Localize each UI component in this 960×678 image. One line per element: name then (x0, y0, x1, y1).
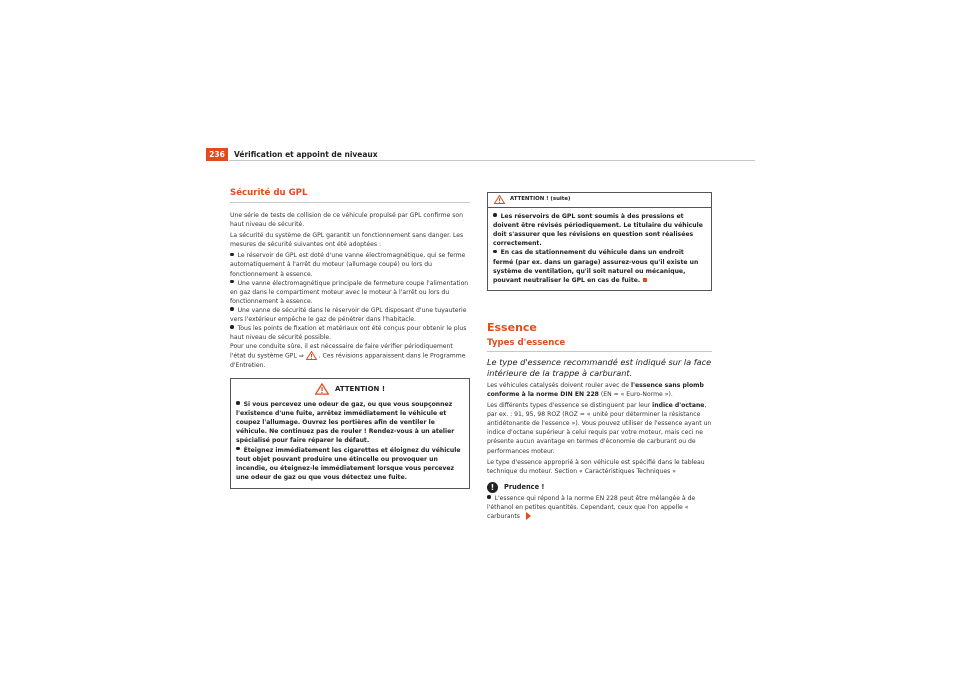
paragraph: La sécurité du système de GPL garantit un fonctionnement sans danger. Les mesures de sécurité suivantes ont été adoptées : (230, 232, 464, 249)
bullet-icon (230, 307, 234, 311)
warning-header (488, 193, 711, 208)
bullet-icon (493, 213, 497, 217)
list-item: Le réservoir de GPL est doté d'une vanne électromagnétique, qui se ferme automatiquement à l'arrêt du moteur (allumage coupé) ou lors du fonctionnement à essence. (230, 252, 466, 278)
intro-text: Le type d'essence recommandé est indiqué sur la face intérieure de la trappe à carburant. (487, 356, 712, 378)
right-column (487, 192, 712, 521)
bullet-icon (230, 325, 234, 329)
warning-reference-icon (306, 351, 317, 360)
page-number: 236 (209, 150, 225, 159)
caution-title: Prudence ! (504, 482, 545, 491)
bullet-icon (493, 250, 497, 254)
bullet-icon (236, 447, 240, 451)
bullet-icon (236, 401, 240, 405)
warning-title: ATTENTION ! (suite) (510, 196, 571, 202)
paragraph: Les différents types d'essence se distinguent par leur indice d'octane, par ex. : 91, 95, 98 ROZ (ROZ = « unité pour déterminer la résistance antidétonante de l'essence »). Vous pouvez utiliser de l'essence ayant un indice d'octane supérieur à celui requis par votre moteur, mais ceci ne présente aucun avantage en termes d'économie de carburant ou de performances moteur. (487, 402, 712, 455)
bullet-icon (230, 280, 234, 284)
warning-triangle-icon (315, 383, 329, 395)
list-item: Tous les points de fixation et matériaux ont été conçus pour obtenir le plus haut niveau de sécurité possible. (230, 325, 467, 342)
paragraph: Les véhicules catalysés doivent rouler avec de l'essence sans plomb conforme à la norme DIN EN 228 (EN = « Euro-Norme »). (487, 381, 704, 398)
warning-title: ATTENTION ! (334, 384, 386, 393)
section-title-gpl-safety: Sécurité du GPL (230, 188, 470, 203)
warning-body (493, 212, 706, 285)
bullet-list (230, 251, 470, 342)
exclamation-icon: ! (487, 482, 498, 493)
warning-body (236, 400, 464, 482)
left-column (230, 188, 470, 489)
warning-box (230, 378, 470, 489)
chapter-header: Vérification et appoint de niveaux (234, 150, 378, 159)
list-item: Éteignez immédiatement les cigarettes et éloignez du véhicule tout objet pouvant produire une étincelle ou provoquer un incendie, ou éteignez-le immédiatement lorsque vous percevez une odeur de gaz ou que vous détectez une fuite. (236, 446, 461, 481)
chapter-title-essence: Essence (487, 320, 537, 334)
section-title-fuel-types: Types d'essence (487, 338, 712, 352)
warning-triangle-icon (494, 195, 505, 204)
list-item: En cas de stationnement du véhicule dans un endroit fermé (par ex. dans un garage) assurez-vous qu'il existe un système de ventilation, qu'il soit naturel ou mécanique, pouvant neutraliser le GPL en cas de fuite. (493, 249, 699, 284)
list-item: Une vanne électromagnétique principale de fermeture coupe l'alimentation en gaz dans le compartiment moteur avec le moteur à l'arrêt ou lors du fonctionnement à essence. (230, 279, 469, 305)
warning-header (236, 383, 464, 395)
list-item: Si vous percevez une odeur de gaz, ou que vous soupçonnez l'existence d'une fuite, arrêtez immédiatement le véhicule et coupez l'allumage. Ouvrez les portières afin de ventiler le véhicule. Ne continuez pas de rouler ! Rendez-vous à un atelier spécialisé pour faire réparer le défaut. (236, 401, 455, 445)
warning-box-continued (487, 192, 712, 291)
bullet-icon (230, 253, 234, 257)
paragraph: Le type d'essence approprié à son véhicule est spécifié dans le tableau technique du moteur. Section « Caractéristiques Techniques » (487, 458, 705, 475)
header-divider (229, 160, 755, 161)
caution-header (487, 482, 712, 493)
continue-arrow-icon (526, 512, 531, 520)
list-item: L'essence qui répond à la norme EN 228 peut être mélangée à de l'éthanol en petites quantités. Cependant, ceux que l'on appelle « carburants (487, 494, 696, 520)
paragraph: Une série de tests de collision de ce véhicule propulsé par GPL confirme son haut niveau de sécurité. (230, 212, 463, 229)
list-item: Les réservoirs de GPL sont soumis à des pressions et doivent être révisés périodiquement. Le titulaire du véhicule doit s'assurer que les révisions en question sont réalisées correctement. (493, 213, 703, 248)
list-item: Une vanne de sécurité dans le réservoir de GPL disposant d'une tuyauterie vers l'extérieur empêche le gaz de pénétrer dans l'habitacle. (230, 306, 467, 324)
bullet-icon (487, 495, 491, 499)
end-of-section-icon (643, 278, 647, 282)
paragraph: Pour une conduite sûre, il est nécessaire de faire vérifier périodiquement l'état du système GPL ⇒ . Ces révisions apparaissent dans le Programme d'Entretien. (230, 343, 466, 369)
